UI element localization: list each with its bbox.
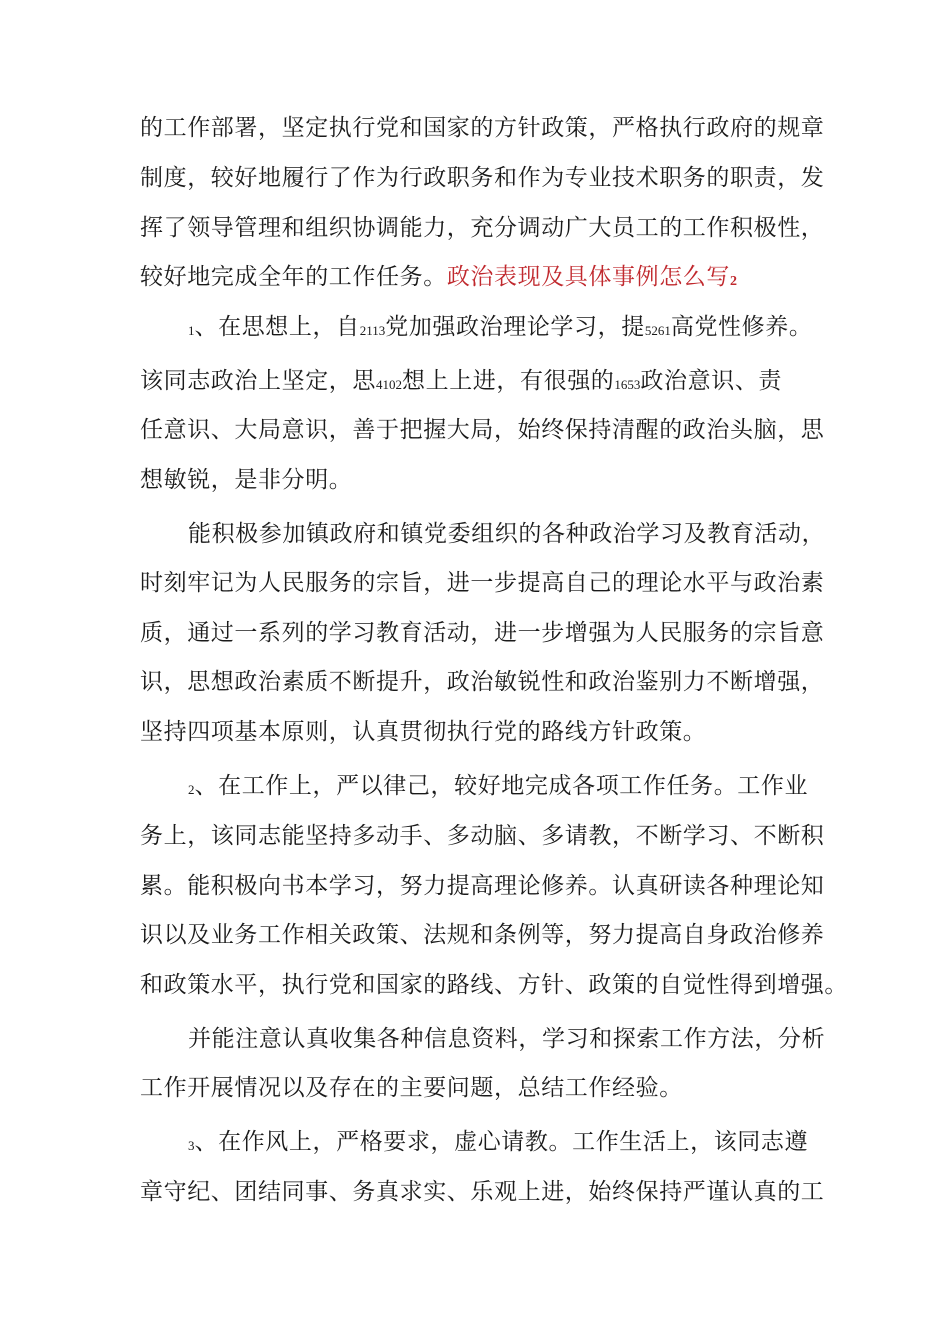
body-line [140,969,848,1001]
line-text: 挥了领导管理和组织协调能力，充分调动广大员工的工作积极性， [140,215,825,241]
line-text: 并能注意认真收集各种信息资料，学习和探索工作方法，分析 [188,1026,826,1052]
body-line [140,1072,683,1104]
body-line [140,820,824,852]
inline-number: 4102 [376,377,402,392]
line-text: 识以及业务工作相关政策、法规和条例等，努力提高自身政治修养 [140,922,825,948]
line-text: 高党性修养。 [670,314,813,340]
body-line [140,1176,824,1208]
red-heading-text: 政治表现及具体事例怎么写 [446,264,731,290]
line-text: 识，思想政治素质不断提升，政治敏锐性和政治鉴别力不断增强， [140,669,825,695]
line-text: 的工作部署，坚定执行党和国家的方针政策，严格执行政府的规章 [140,115,825,141]
body-line [188,1023,825,1055]
line-text: 累。能积极向书本学习，努力提高理论修养。认真研读各种理论知 [140,873,825,899]
line-text: 章守纪、团结同事、务真求实、乐观上进，始终保持严谨认真的工 [140,1179,825,1205]
line-text: 党加强政治理论学习，提 [385,314,645,340]
body-line [140,162,824,194]
line-text: 政治意识、责 [640,368,783,394]
line-text: 务上，该同志能坚持多动手、多动脑、多请教，不断学习、不断积 [140,823,825,849]
body-line [140,261,737,298]
line-text: 时刻牢记为人民服务的宗旨，进一步提高自己的理论水平与政治素 [140,570,825,596]
body-line [140,617,824,649]
line-text: 、在工作上，严以律己，较好地完成各项工作任务。工作业 [194,773,809,799]
body-line [140,365,782,401]
line-text: 工作开展情况以及存在的主要问题，总结工作经验。 [140,1075,683,1101]
line-text: 坚持四项基本原则，认真贯彻执行党的路线方针政策。 [140,719,707,745]
red-heading-number: 2 [730,274,738,289]
body-line [140,666,824,698]
inline-number: 1653 [614,377,641,392]
body-line [188,770,808,806]
line-text: 任意识、大局意识，善于把握大局，始终保持清醒的政治头脑，思 [140,417,825,443]
line-text: 质，通过一系列的学习教育活动，进一步增强为人民服务的宗旨意 [140,620,825,646]
list-number: 2 [188,782,195,797]
line-text: 该同志政治上坚定，思 [140,368,376,394]
body-line [188,1126,808,1162]
line-text: 和政策水平，执行党和国家的路线、方针、政策的自觉性得到增强。 [140,972,848,998]
body-line [140,919,824,951]
body-line [140,716,706,748]
line-text: 想上上进，有很强的 [402,368,615,394]
line-text: 、在思想上，自 [194,314,360,340]
body-line [140,567,824,599]
list-number: 1 [188,323,195,338]
inline-number: 2113 [359,323,386,338]
list-number: 3 [188,1138,195,1153]
line-text: 较好地完成全年的工作任务。 [140,264,447,290]
red-heading [447,264,737,290]
line-text: 能积极参加镇政府和镇党委组织的各种政治学习及教育活动， [188,521,826,547]
body-line [188,311,812,347]
body-line [140,414,824,446]
body-line [140,870,824,902]
line-text: 制度，较好地履行了作为行政职务和作为专业技术职务的职责，发 [140,165,825,191]
line-text: 、在作风上，严格要求，虚心请教。工作生活上，该同志遵 [194,1129,809,1155]
inline-number: 5261 [644,323,671,338]
body-line [140,212,824,244]
body-line [140,112,824,144]
body-line [188,518,825,550]
body-line [140,464,352,496]
line-text: 想敏锐，是非分明。 [140,467,353,493]
